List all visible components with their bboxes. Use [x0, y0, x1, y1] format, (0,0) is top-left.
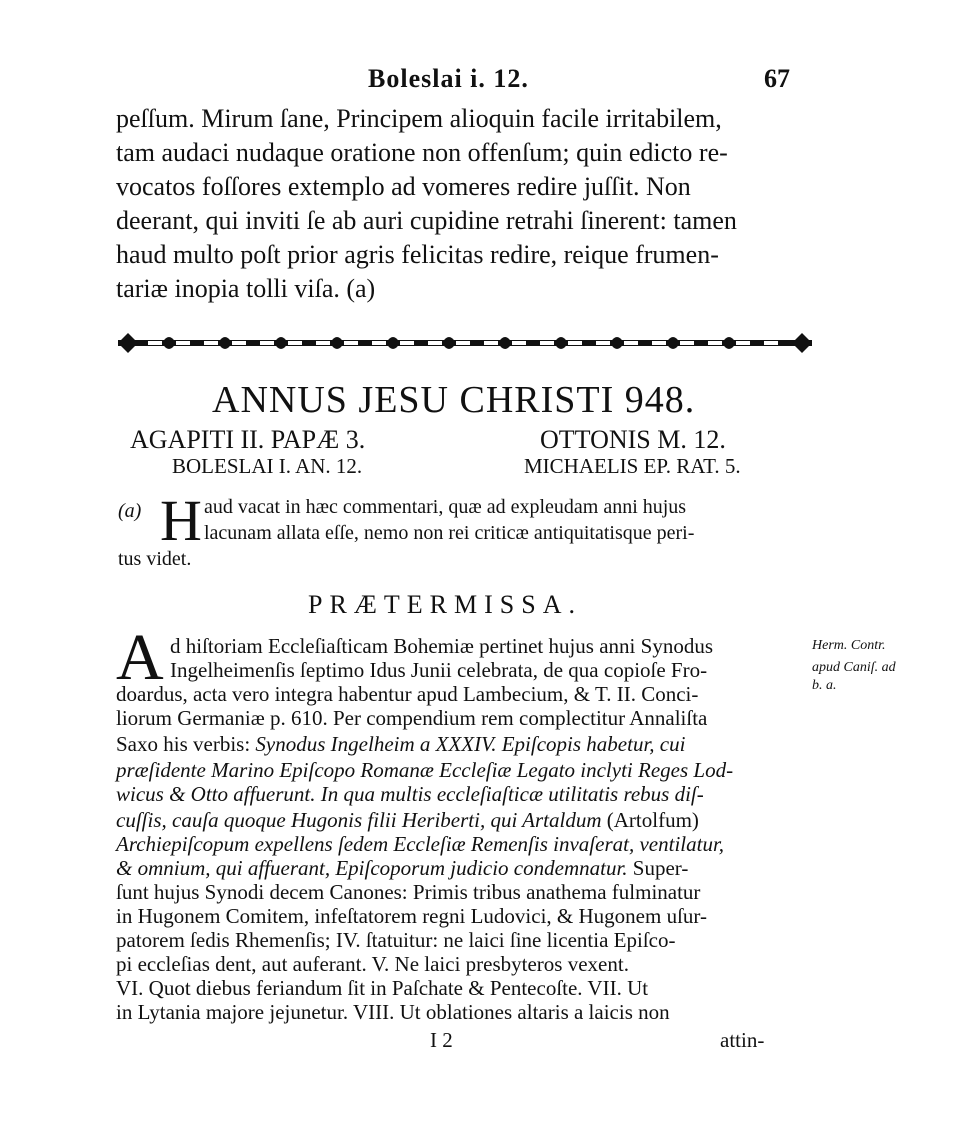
- text-line: d hiſtoriam Eccleſiaſticam Bohemiæ pertinet hujus anni Synodus: [170, 634, 713, 658]
- text-line: [116, 808, 699, 833]
- text-line: in Lytania majore jejunetur. VIII. Ut oblationes altaris a laicis non: [116, 1000, 670, 1024]
- text-line: pi eccleſias dent, aut auferant. V. Ne laici presbyteros vexent.: [116, 952, 629, 976]
- footnote-line: tus videt.: [118, 548, 192, 570]
- text-line: patorem ſedis Rhemenſis; IV. ſtatuitur: ne laici ſine licentia Epiſco-: [116, 928, 676, 952]
- text-span: Saxo his verbis:: [116, 732, 256, 756]
- quotation-line: præſidente Marino Epiſcopo Romanæ Eccleſiæ Legato inclyti Reges Lod-: [116, 758, 734, 782]
- text-line: doardus, acta vero integra habentur apud Lambecium, & T. II. Conci-: [116, 682, 699, 706]
- catchword: attin-: [720, 1028, 765, 1052]
- regnal-duke: BOLESLAI I. AN. 12.: [172, 454, 363, 478]
- text-line: liorum Germaniæ p. 610. Per compendium rem complectitur Annaliſta: [116, 706, 708, 730]
- footnote-line: aud vacat in hæc commentari, quæ ad expleudam anni hujus: [204, 496, 687, 518]
- year-heading: ANNUS JESU CHRISTI 948.: [212, 379, 696, 421]
- text-line: vocatos foſſores extemplo ad vomeres redire juſſit. Non: [116, 172, 691, 201]
- footnote-marker: (a): [118, 500, 142, 522]
- text-line: Ingelheimenſis ſeptimo Idus Junii celebrata, de qua copioſe Fro-: [170, 658, 708, 682]
- page-number: 67: [764, 64, 790, 93]
- text-line: peſſum. Mirum ſane, Principem alioquin facile irritabilem,: [116, 104, 722, 133]
- quotation: Synodus Ingelheim a XXXIV. Epiſcopis habetur, cui: [255, 732, 686, 756]
- text-line: haud multo poſt prior agris felicitas redire, reique frumen-: [116, 240, 719, 269]
- signature-mark: I 2: [430, 1028, 453, 1052]
- quotation-line: Archiepiſcopum expellens ſedem Eccleſiæ Remenſis invaſerat, ventilatur,: [116, 832, 725, 856]
- regnal-pope: AGAPITI II. PAPÆ 3.: [130, 425, 366, 454]
- text-line: [116, 856, 688, 881]
- ornament-rule: [118, 328, 812, 358]
- main-dropcap: A: [116, 621, 164, 694]
- quotation: & omnium, qui affuerant, Epiſcoporum judicio condemnatur.: [116, 856, 628, 880]
- text-line: [116, 732, 685, 757]
- text-line: in Hugonem Comitem, infeſtatorem regni Ludovici, & Hugonem uſur-: [116, 904, 707, 928]
- quotation: cuſſis, cauſa quoque Hugonis filii Heriberti, qui Artaldum: [116, 808, 607, 832]
- text-line: VI. Quot diebus feriandum ſit in Paſchate & Pentecoſte. VII. Ut: [116, 976, 649, 1000]
- regnal-bishop: MICHAELIS EP. RAT. 5.: [524, 454, 741, 478]
- quotation-line: wicus & Otto affuerunt. In qua multis eccleſiaſticæ utilitatis rebus diſ-: [116, 782, 704, 806]
- margin-line: Herm. Contr.: [812, 638, 886, 653]
- text-line: tariæ inopia tolli viſa. (a): [116, 274, 376, 303]
- running-head: [0, 60, 960, 100]
- text-span: (Artolfum): [606, 808, 699, 832]
- footnote-dropcap: H: [160, 488, 202, 553]
- text-line: tam audaci nudaque oratione non offenſum; quin edicto re-: [116, 138, 728, 167]
- margin-line: apud Caniſ. ad: [812, 660, 896, 675]
- text-line: ſunt hujus Synodi decem Canones: Primis tribus anathema fulminatur: [116, 880, 701, 904]
- footnote-line: lacunam allata eſſe, nemo non rei criticæ antiquitatisque peri-: [204, 522, 695, 544]
- text-line: deerant, qui inviti ſe ab auri cupidine retrahi ſinerent: tamen: [116, 206, 737, 235]
- text-span: Super-: [627, 856, 689, 880]
- section-title: PRÆTERMISSA.: [308, 590, 582, 619]
- margin-line: b. a.: [812, 678, 837, 693]
- running-title: Boleslai i. 12.: [368, 64, 529, 93]
- regnal-emperor: OTTONIS M. 12.: [540, 425, 726, 454]
